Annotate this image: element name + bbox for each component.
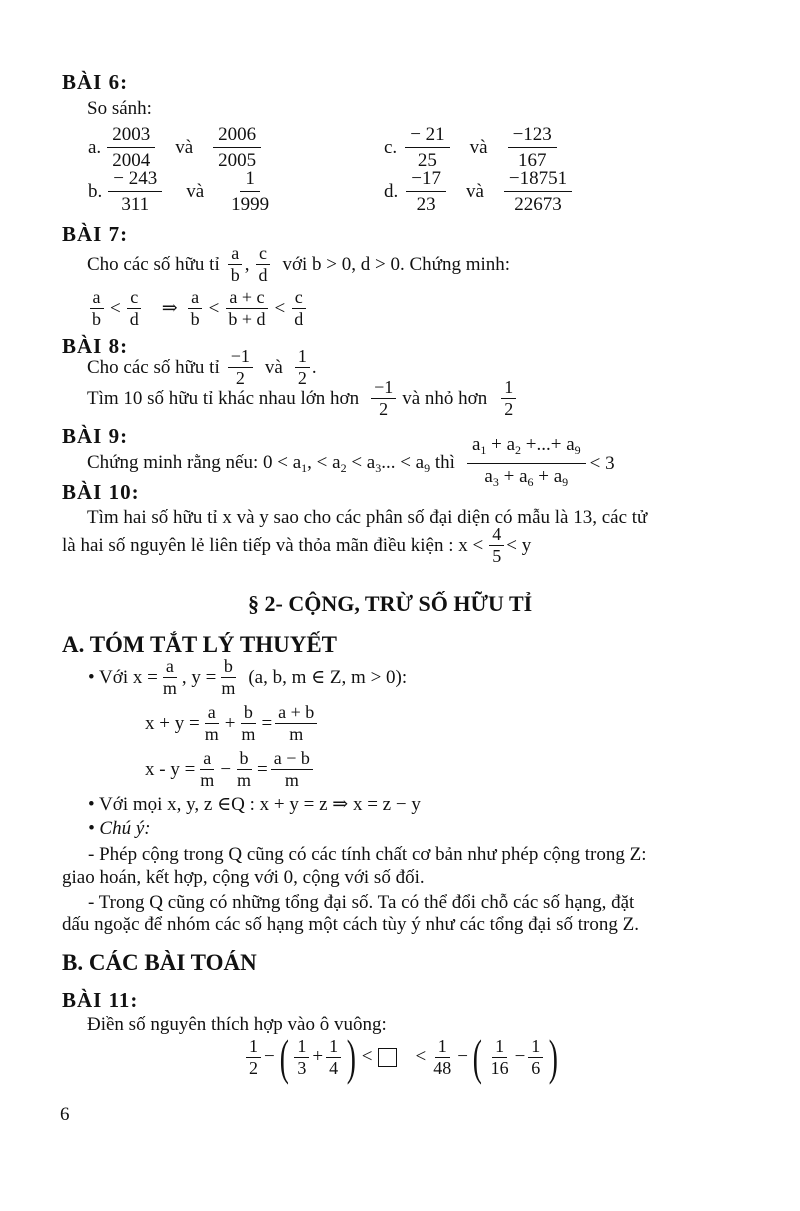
fraction: $\frac{2006}{2005}$ <box>213 122 261 173</box>
bai6-c-label: c. <box>384 136 398 158</box>
heading-b: B. CÁC BÀI TOÁN <box>62 950 257 975</box>
fraction: $\frac{c}{d}$ <box>127 287 142 330</box>
fraction: $\frac{1}{48}$ <box>433 1035 452 1078</box>
fraction: $\frac{1}{2}$ <box>295 346 310 389</box>
bai7-formula: $\frac{a}{b}$ < $\frac{c}{d}$ ⇒ $\frac{a}{b}$ < $\frac{a + c}{b + d}$ < $\frac{c}{d}$ <box>87 287 308 330</box>
fraction: $\frac{a}{m}$ <box>162 656 177 698</box>
fraction: $\frac{a}{b}$ <box>188 287 203 330</box>
bai8-text: Tìm 10 số hữu tỉ khác nhau lớn hơn <box>87 387 360 409</box>
fraction: $\frac{a_1 + a_2 +...+ a_9}{a_3 + a_6 + a_9}$ <box>467 432 586 495</box>
bai8-title: BÀI 8: <box>62 334 129 358</box>
note-p1b: giao hoán, kết hợp, cộng với 0, cộng với số đối. <box>62 867 425 888</box>
bai6-item-d <box>384 166 574 217</box>
section-title: § 2- CỘNG, TRỪ SỐ HỮU TỈ <box>248 591 533 616</box>
fraction: $\frac{a}{m}$ <box>204 702 219 744</box>
note-label: • Chú ý: <box>88 818 151 839</box>
fraction: $\frac{2003}{2004}$ <box>107 122 155 173</box>
bai6-intro: So sánh: <box>87 98 152 119</box>
fraction: $\frac{a + c}{b + d}$ <box>228 287 266 329</box>
bai11-formula: $\frac{1}{2}$ − ( $\frac{1}{3}$ + $\frac{1}{4}$ ) < < $\frac{1}{48}$ − ( $\frac{1}{16}$ − $\frac{1}{6}$ ) <box>244 1032 562 1082</box>
bai6-b-label: b. <box>88 180 103 202</box>
fraction: $\frac{1}{6}$ <box>528 1036 543 1079</box>
bai6-item-b <box>88 166 274 217</box>
heading-a: A. TÓM TẮT LÝ THUYẾT <box>62 632 338 657</box>
fraction: $\frac{1}{2}$ <box>501 377 516 420</box>
bai8-line2 <box>87 377 518 420</box>
bai9-statement: Chứng minh rằng nếu: $0 < a_1$, < $a_2 < a_3$... < $a_9$ thì $\frac{a_1 + a_2 +...+ a_9}{a_3 + a_6 + a_9}$ < 3 <box>87 432 615 495</box>
fraction: $\frac{4}{5}$ <box>489 524 504 567</box>
fraction: $\frac{- 243}{311}$ <box>108 166 162 217</box>
fraction: $\frac{b}{m}$ <box>221 656 236 698</box>
fraction: $\frac{-123}{167}$ <box>508 122 557 173</box>
va-text: và <box>264 356 283 378</box>
bai8-text: và nhỏ hơn <box>402 387 488 409</box>
fraction: $\frac{-1}{2}$ <box>228 346 253 389</box>
bai8-text: Cho các số hữu tỉ <box>87 356 220 378</box>
rule-line: • Với mọi x, y, z ∈Q : x + y = z ⇒ x = z − y <box>88 794 421 815</box>
fraction: $\frac{1}{1999}$ <box>231 168 270 215</box>
va-text: và <box>469 136 488 158</box>
fraction: $\frac{- 21}{25}$ <box>405 122 449 173</box>
bai10-text: là hai số nguyên lẻ liên tiếp và thỏa mãn điều kiện : x < <box>62 534 484 556</box>
page-number: 6 <box>60 1104 70 1125</box>
bai7-text: Cho các số hữu tỉ <box>87 253 220 275</box>
answer-box[interactable] <box>378 1048 397 1067</box>
fraction: $\frac{a + b}{m}$ <box>275 702 317 745</box>
difference-formula: x - y = $\frac{a}{m}$ − $\frac{b}{m}$ = $\frac{a - b}{m}$ <box>145 748 315 791</box>
fraction: $\frac{a}{b}$ <box>228 243 243 286</box>
bai7-title: BÀI 7: <box>62 222 129 246</box>
note-p2a: - Trong Q cũng có những tổng đại số. Ta có thể đổi chỗ các số hạng, đặt <box>88 892 635 913</box>
sum-formula: x + y = $\frac{a}{m}$ + $\frac{b}{m}$ = $\frac{a + b}{m}$ <box>145 702 319 745</box>
fraction: $\frac{-18751}{22673}$ <box>504 166 572 217</box>
fraction: $\frac{1}{4}$ <box>326 1036 341 1079</box>
fraction: $\frac{1}{3}$ <box>294 1036 309 1079</box>
fraction: $\frac{a - b}{m}$ <box>271 748 313 791</box>
bai6-d-label: d. <box>384 180 399 202</box>
fraction: $\frac{c}{d}$ <box>291 287 306 330</box>
bai9-rhs: < 3 <box>589 452 615 474</box>
bai10-line2 <box>62 524 531 567</box>
fraction: $\frac{-1}{2}$ <box>371 377 396 420</box>
bai11-title: BÀI 11: <box>62 988 139 1012</box>
note-p2b: dấu ngoặc để nhóm các số hạng một cách tùy ý như các tổng đại số trong Z. <box>62 914 639 935</box>
bai8-line1: Cho các số hữu tỉ $\frac{-1}{2}$ và $\frac{1}{2}$ . <box>87 346 317 388</box>
va-text: và <box>175 136 194 158</box>
fraction: $\frac{1}{2}$ <box>246 1036 261 1079</box>
va-text: và <box>186 180 205 202</box>
definition-line: • Với x = $\frac{a}{m}$ , y = $\frac{b}{m}$ (a, b, m ∈ Z, m > 0): <box>88 656 408 698</box>
fraction: $\frac{a}{b}$ <box>89 287 104 330</box>
bai9-title: BÀI 9: <box>62 424 129 448</box>
bai7-text: với b > 0, d > 0. Chứng minh: <box>282 253 511 275</box>
bai10-text: < y <box>506 534 532 556</box>
note-p1a: - Phép cộng trong Q cũng có các tính chất cơ bản như phép cộng trong Z: <box>88 844 647 865</box>
bai11-text: Điền số nguyên thích hợp vào ô vuông: <box>87 1014 387 1035</box>
fraction: $\frac{1}{16}$ <box>490 1035 509 1078</box>
bai6-a-label: a. <box>88 136 102 158</box>
bai7-statement: Cho các số hữu tỉ $\frac{a}{b}$ , $\frac{c}{d}$ với b > 0, d > 0. Chứng minh: <box>87 243 511 285</box>
bai6-title: BÀI 6: <box>62 70 129 94</box>
fraction: $\frac{a}{m}$ <box>200 748 215 790</box>
fraction: $\frac{b}{m}$ <box>241 702 256 744</box>
fraction: $\frac{b}{m}$ <box>237 748 252 790</box>
fraction: $\frac{c}{d}$ <box>255 243 270 286</box>
bai10-line1: Tìm hai số hữu tỉ x và y sao cho các phân số đại diện có mẫu là 13, các tử <box>87 507 648 528</box>
fraction: $\frac{-17}{23}$ <box>406 166 446 217</box>
bai10-title: BÀI 10: <box>62 480 140 504</box>
va-text: và <box>465 180 484 202</box>
